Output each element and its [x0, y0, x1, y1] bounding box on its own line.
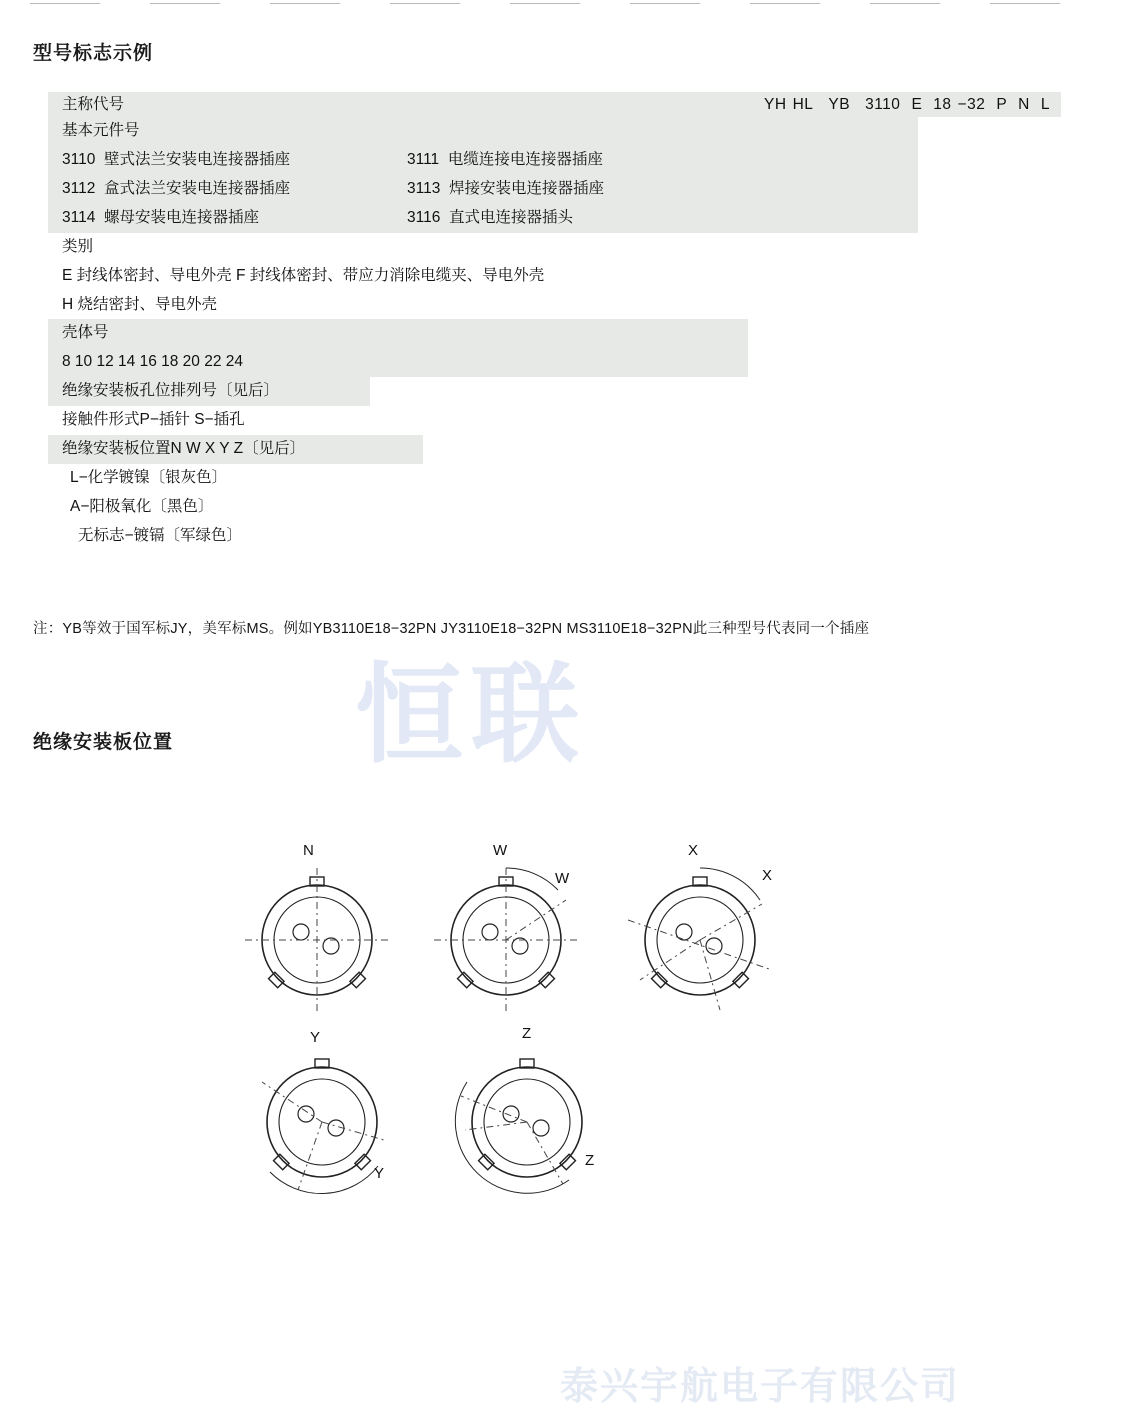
- basic-element-1-left: [62, 150, 407, 171]
- watermark-company: 泰兴宇航电子有限公司: [560, 1366, 961, 1408]
- basic-element-1-text2: 电缆连接电连接器插座: [447, 150, 603, 168]
- row-main-code: [48, 92, 1061, 117]
- basic-element-2-text: 盒式法兰安装电连接器插座: [103, 179, 290, 197]
- diagram-z: [455, 1059, 582, 1193]
- basic-element-1-code2: 3111: [407, 150, 440, 168]
- top-crop-marks: [0, 0, 1121, 8]
- row-finish-2: [48, 493, 1061, 522]
- row-shell-label: [48, 319, 748, 348]
- basic-element-3-text: 螺母安装电连接器插座: [103, 208, 259, 226]
- insulator-position-text: 绝缘安装板位置N W X Y Z〔见后〕: [62, 440, 306, 458]
- watermark-logo: 恒联: [355, 653, 588, 778]
- code-token-1: HL: [792, 96, 814, 113]
- row-basic-element-1: [48, 146, 918, 175]
- page-title-insulator-position: 绝缘安装板位置: [33, 732, 174, 753]
- category-text-1: E 封线体密封、导电外壳 F 封线体密封、带应力消除电缆夹、导电外壳: [62, 266, 545, 284]
- row-finish-1: [48, 464, 1061, 493]
- diagram-n: [245, 868, 389, 1012]
- code-token-5: 18: [933, 96, 952, 113]
- diagram-w: [434, 868, 578, 1012]
- row-basic-element-2: [48, 175, 918, 204]
- diagram-label-w: W: [493, 842, 508, 859]
- row-contact-type: [48, 406, 353, 435]
- insulator-position-svg: [0, 810, 1121, 1230]
- row-insulator-position: [48, 435, 423, 464]
- code-token-4: E: [911, 96, 923, 113]
- row-shell-sizes: [48, 348, 748, 377]
- hole-arrangement-text: 绝缘安装板孔位排列号〔见后〕: [62, 382, 280, 400]
- code-token-8: N: [1018, 96, 1030, 113]
- diagram-y: [262, 1059, 384, 1194]
- basic-element-label: 基本元件号: [62, 122, 140, 139]
- basic-element-3-text2: 直式电连接器插头: [448, 208, 573, 226]
- basic-element-2-text2: 焊接安装电连接器插座: [448, 179, 604, 197]
- basic-element-1-text: 壁式法兰安装电连接器插座: [103, 150, 290, 168]
- row-hole-arrangement: [48, 377, 370, 406]
- category-text-2: H 烧结密封、导电外壳: [62, 295, 218, 313]
- basic-element-1-code: 3110: [62, 150, 96, 168]
- code-token-2: YB: [828, 96, 851, 113]
- row-basic-element-3: [48, 204, 918, 233]
- designation-breakdown-table: [48, 92, 1061, 551]
- footnote: 注：YB等效于国军标JY，美军标MS。例如YB3110E18−32PN JY3110E18−32PN MS3110E18−32PN此三种型号代表同一个插座: [33, 621, 870, 637]
- code-token-9: L: [1040, 96, 1050, 113]
- basic-element-3-code2: 3116: [407, 208, 441, 226]
- row-basic-element-label: [48, 117, 918, 146]
- diagram-label-z: Z: [522, 1025, 532, 1042]
- code-token-7: P: [996, 96, 1008, 113]
- contact-type-text: 接触件形式P−插针 S−插孔: [62, 411, 245, 429]
- finish-text-3: 无标志−镀镉〔军绿色〕: [78, 526, 243, 544]
- diagram-arrow-label-y: Y: [374, 1165, 385, 1182]
- basic-element-3-left: [62, 208, 407, 229]
- code-token-6: −32: [957, 96, 986, 113]
- basic-element-2-code2: 3113: [407, 179, 441, 197]
- row-category-2: [48, 291, 848, 320]
- code-string: [761, 95, 1061, 116]
- basic-element-3-code: 3114: [62, 208, 96, 226]
- shell-sizes: 8 10 12 14 16 18 20 22 24: [62, 353, 243, 371]
- basic-element-2-code: 3112: [62, 179, 96, 197]
- diagram-arrow-label-w: W: [555, 870, 570, 887]
- basic-element-1-right: [407, 150, 603, 171]
- diagram-label-x: X: [688, 842, 699, 859]
- finish-text-1: L−化学镀镍〔银灰色〕: [70, 469, 228, 487]
- code-token-0: YH: [764, 96, 787, 113]
- main-code-label: 主称代号: [62, 96, 125, 113]
- shell-label: 壳体号: [62, 324, 109, 342]
- code-token-3: 3110: [865, 96, 901, 113]
- row-category-label: [48, 233, 848, 262]
- diagram-label-n: N: [303, 842, 314, 859]
- diagram-x: [628, 868, 772, 1010]
- insulator-position-diagram: [0, 810, 1121, 1230]
- basic-element-3-right: [407, 208, 573, 229]
- category-label: 类别: [62, 237, 94, 255]
- diagram-arrow-label-x: X: [762, 867, 773, 884]
- basic-element-2-left: [62, 179, 407, 200]
- row-category-1: [48, 262, 848, 291]
- basic-element-2-right: [407, 179, 604, 200]
- diagram-label-y: Y: [310, 1029, 321, 1046]
- diagram-arrow-label-z: Z: [585, 1152, 595, 1169]
- finish-text-2: A−阳极氧化〔黑色〕: [70, 497, 214, 515]
- page-title-model-marking: 型号标志示例: [33, 43, 154, 64]
- row-finish-3: [48, 522, 1061, 551]
